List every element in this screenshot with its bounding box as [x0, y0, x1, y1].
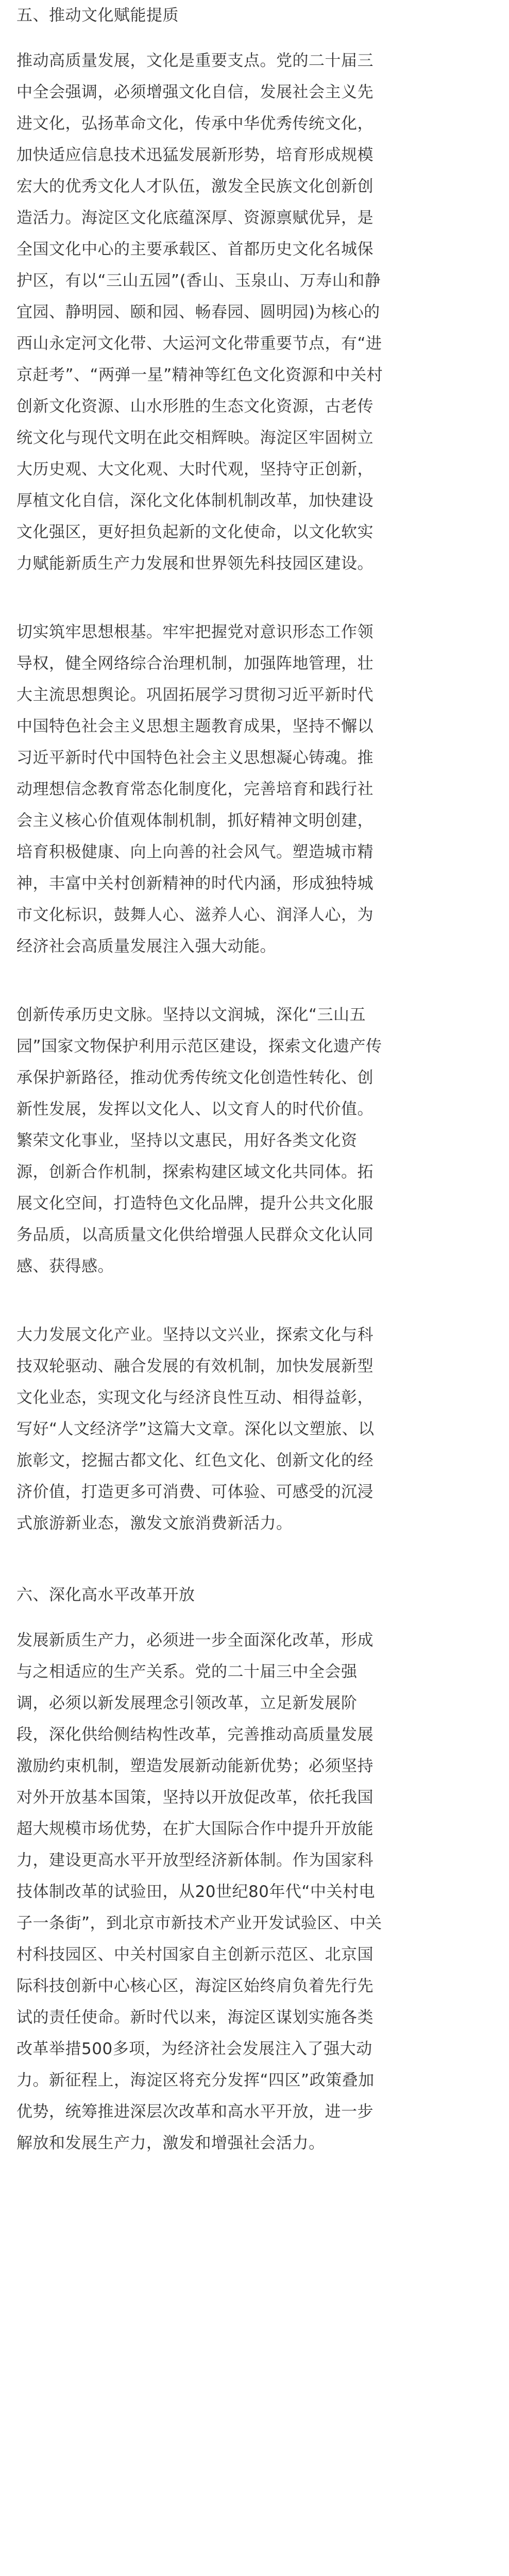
section-five-paragraph-2: 切实筑牢思想根基。牢牢把握党对意识形态工作领 导权，健全网络综合治理机制，加强阵地管理，壮 大主流思想舆论。巩固拓展学习贯彻习近平新时代 中国特色社会主义思想主题教育成果，坚持不懈以 习近平新时代中国特色社会主义思想凝心铸魂。推 动理想信念教育常态化制度化，完善培育和践行社 会主义核心价值观体制机制，抓好精神文明创建， 培育积极健康、向上向善的社会风气。塑造城市精 神，丰富中关村创新精神的时代内涵，形成独特城 市文化标识，鼓舞人心、滋养人心、润泽人心，为 经济社会高质量发展注入强大动能。 — [16, 623, 374, 956]
section-five — [16, 0, 493, 1539]
section-six-title: 六、深化高水平改革开放 — [16, 1586, 195, 1604]
section-five-paragraph-1: 推动高质量发展，文化是重要支点。党的二十届三 中全会强调，必须增强文化自信，发展社会主义先 进文化，弘扬革命文化，传承中华优秀传统文化， 加快适应信息技术迅猛发展新形势，培育形成规模 宏大的优秀文化人才队伍，激发全民族文化创新创 造活力。海淀区文化底蕴深厚、资源禀赋优异，是 全国文化中心的主要承载区、首都历史文化名城保 护区，有以“三山五园”(香山、玉泉山、万寿山和静 宜园、静明园、颐和园、畅春园、圆明园)为核心的 西山永定河文化带、大运河文化带重要节点，有“进 京赶考”、“两弹一星”精神等红色文化资源和中关村 创新文化资源、山水形胜的生态文化资源，古老传 统文化与现代文明在此交相辉映。海淀区牢固树立 大历史观、大文化观、大时代观，坚持守正创新， 厚植文化自信，深化文化体制机制改革，加快建设 文化强区，更好担负起新的文化使命，以文化软实 力赋能新质生产力发展和世界领先科技园区建设。 — [16, 52, 383, 573]
section-five-paragraph-3: 创新传承历史文脉。坚持以文润城，深化“三山五 园”国家文物保护利用示范区建设，探索文化遗产传 承保护新路径，推动优秀传统文化创造性转化、创 新性发展，发挥以文化人、以文育人的时代价值。 繁荣文化事业，坚持以文惠民，用好各类文化资 源，创新合作机制，探索构建区域文化共同体。拓 展文化空间，打造特色文化品牌，提升公共文化服 务品质，以高质量文化供给增强人民群众文化认同 感、获得感。 — [16, 1006, 382, 1276]
section-six — [16, 1585, 493, 2159]
section-five-paragraph-4: 大力发展文化产业。坚持以文兴业，探索文化与科 技双轮驱动、融合发展的有效机制，加快发展新型 文化业态，实现文化与经济良性互动、相得益彰， 写好“人文经济学”这篇大文章。深化以文塑旅、以 旅彰文，挖掘古都文化、红色文化、创新文化的经 济价值，打造更多可消费、可体验、可感受的沉浸 式旅游新业态，激发文旅消费新活力。 — [16, 1326, 375, 1533]
section-five-title: 五、推动文化赋能提质 — [16, 6, 179, 25]
section-six-paragraph-1: 发展新质生产力，必须进一步全面深化改革，形成 与之相适应的生产关系。党的二十届三中全会强 调，必须以新发展理念引领改革，立足新发展阶 段，深化供给侧结构性改革，完善推动高质量发展 激励约束机制，塑造发展新动能新优势；必须坚持 对外开放基本国策，坚持以开放促改革，依托我国 超大规模市场优势，在扩大国际合作中提升开放能 力，建设更高水平开放型经济新体制。作为国家科 技体制改革的试验田，从20世纪80年代“中关村电 子一条街”，到北京市新技术产业开发试验区、中关 村科技园区、中关村国家自主创新示范区、北京国 际科技创新中心核心区，海淀区始终肩负着先行先 试的责任使命。新时代以来，海淀区谋划实施各类 改革举措500多项，为经济社会发展注入了强大动 力。新征程上，海淀区将充分发挥“四区”政策叠加 优势，统筹推进深层次改革和高水平开放，进一步 解放和发展生产力，激发和增强社会活力。 — [16, 1631, 382, 2153]
